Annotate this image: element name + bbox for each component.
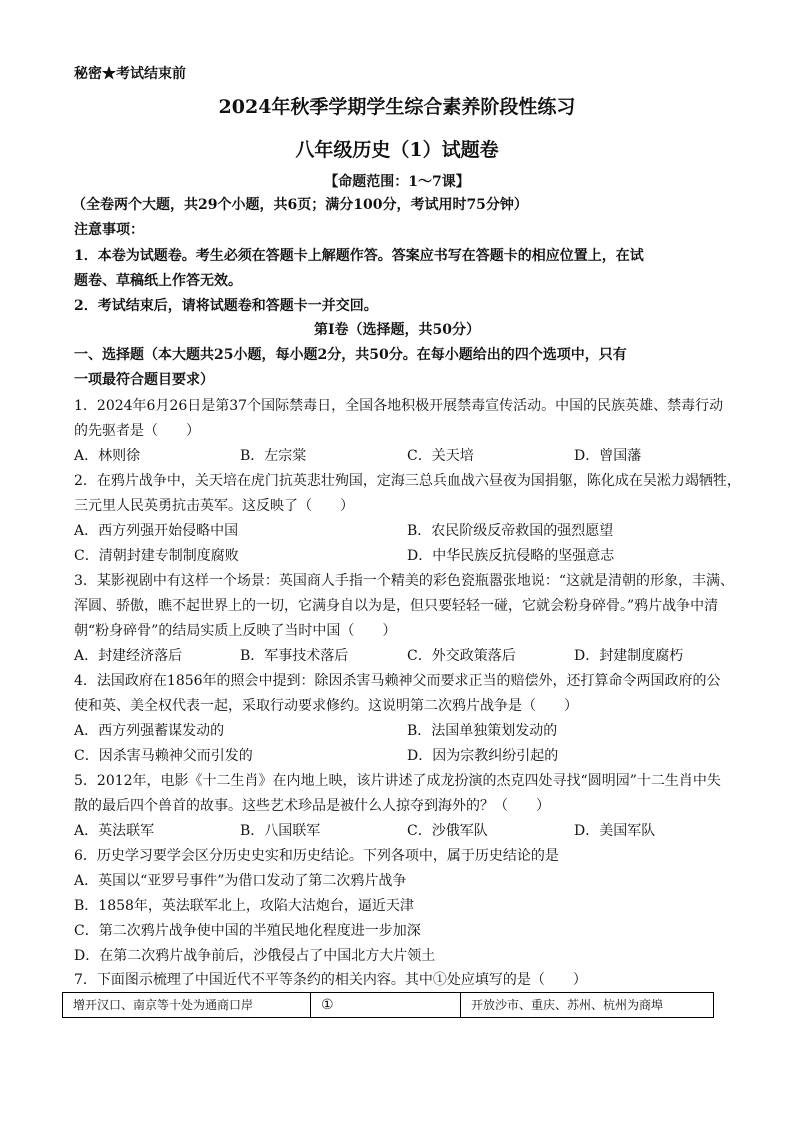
- q6-option-b: B．1858年，英法联军北上，攻陷大沽炮台，逼近天津: [74, 898, 414, 914]
- question-2-stem: 2．在鸦片战争中，关天培在虎门抗英悲壮殉国，定海三总兵血战六昼夜为国捐躯，陈化成在吴淞力竭牺牲，: [74, 473, 741, 489]
- q1-option-c: C．关天培: [407, 448, 474, 464]
- q5-option-a: A．英法联军: [74, 823, 155, 839]
- question-4-stem-2: 使和英、美全权代表一起，采取行动要求修约。这说明第二次鸦片战争是（ ）: [74, 698, 578, 714]
- exam-subtitle: 八年级历史（1）试题卷: [295, 139, 499, 161]
- question-5-stem-2: 散的最后四个兽首的故事。这些艺术珍品是被什么人掠夺到海外的？（ ）: [74, 798, 550, 814]
- treaty-table: [62, 992, 714, 1018]
- q6-option-d: D．在第二次鸦片战争前后，沙俄侵占了中国北方大片领土: [74, 948, 436, 964]
- section-instructions-2: 一项最符合题目要求）: [74, 372, 214, 388]
- q2-option-c: C．清朝封建专制制度腐败: [74, 548, 239, 564]
- q6-option-c: C．第二次鸦片战争使中国的半殖民地化程度进一步加深: [74, 923, 421, 939]
- q3-option-a: A．封建经济落后: [74, 648, 183, 664]
- q5-option-c: C．沙俄军队: [407, 823, 488, 839]
- question-3-stem-2: 浑圆、骄傲，瞧不起世界上的一切，它满身自以为是，但只要轻轻一碰，它就会粉身碎骨。”鸦片战争中清: [74, 598, 719, 614]
- question-1-stem-2: 的先驱者是（ ）: [74, 423, 200, 439]
- confidential-label: 秘密★考试结束前: [74, 66, 186, 82]
- exam-info: （全卷两个大题，共29个小题，共6页；满分100分，考试用时75分钟）: [72, 197, 528, 213]
- question-3-stem-3: 朝“粉身碎骨”的结局实质上反映了当时中国（ ）: [74, 623, 397, 639]
- exam-title: 2024年秋季学期学生综合素养阶段性练习: [218, 96, 576, 118]
- question-6-stem: 6．历史学习要学会区分历史史实和历史结论。下列各项中，属于历史结论的是: [74, 848, 559, 864]
- treaty-cell-1: 增开汉口、南京等十处为通商口岸: [63, 993, 311, 1017]
- q5-option-d: D．美国军队: [574, 823, 656, 839]
- q1-option-a: A．林则徐: [74, 448, 141, 464]
- q4-option-b: B．法国单独策划发动的: [407, 723, 558, 739]
- treaty-cell-3: 开放沙市、重庆、苏州、杭州为商埠: [471, 998, 664, 1012]
- q3-option-c: C．外交政策落后: [407, 648, 516, 664]
- note-2: 2．考试结束后，请将试题卷和答题卡一并交回。: [74, 298, 378, 314]
- q1-option-d: D．曾国藩: [574, 448, 642, 464]
- question-3-stem: 3．某影视剧中有这样一个场景：英国商人手指一个精美的彩色瓷瓶嚣张地说：“这就是清朝的形象，丰满、: [74, 573, 735, 589]
- notes-heading: 注意事项：: [74, 222, 144, 238]
- question-5-stem: 5．2012年，电影《十二生肖》在内地上映，该片讲述了成龙扮演的杰克四处寻找“圆明园”十二生肖中失: [74, 773, 721, 789]
- question-7-stem: 7．下面图示梳理了中国近代不平等条约的相关内容。其中①处应填写的是（ ）: [74, 972, 587, 988]
- q3-option-b: B．军事技术落后: [240, 648, 349, 664]
- q2-option-b: B．农民阶级反帝救国的强烈愿望: [407, 523, 614, 539]
- section-instructions-1: 一、选择题（本大题共25小题，每小题2分，共50分。在每小题给出的四个选项中，只有: [74, 347, 627, 363]
- scope-label: 【命题范围：1～7课】: [324, 174, 470, 190]
- q3-option-d: D．封建制度腐朽: [574, 648, 684, 664]
- note-1-line-2: 题卷、草稿纸上作答无效。: [74, 273, 242, 289]
- question-2-stem-2: 三元里人民英勇抗击英军。这反映了（ ）: [74, 498, 354, 514]
- q5-option-b: B．八国联军: [240, 823, 321, 839]
- treaty-cell-2: ①: [311, 993, 461, 1017]
- question-4-stem: 4．法国政府在1856年的照会中提到：除因杀害马赖神父而要求正当的赔偿外，还打算命令两国政府的公: [74, 673, 721, 689]
- question-1-stem: 1．2024年6月26日是第37个国际禁毒日，全国各地积极开展禁毒宣传活动。中国的民族英雄、禁毒行动: [74, 398, 724, 414]
- q4-option-d: D．因为宗教纠纷引起的: [407, 748, 559, 764]
- q6-option-a: A．英国以“亚罗号事件”为借口发动了第二次鸦片战争: [74, 873, 407, 889]
- q4-option-a: A．西方列强蓄谋发动的: [74, 723, 225, 739]
- note-1-line-1: 1．本卷为试题卷。考生必须在答题卡上解题作答。答案应书写在答题卡的相应位置上，在试: [74, 248, 644, 264]
- q4-option-c: C．因杀害马赖神父而引发的: [74, 748, 253, 764]
- q2-option-d: D．中华民族反抗侵略的坚强意志: [407, 548, 615, 564]
- q2-option-a: A．西方列强开始侵略中国: [74, 523, 239, 539]
- q1-option-b: B．左宗棠: [240, 448, 307, 464]
- section-title: 第Ⅰ卷（选择题，共50分）: [313, 322, 481, 338]
